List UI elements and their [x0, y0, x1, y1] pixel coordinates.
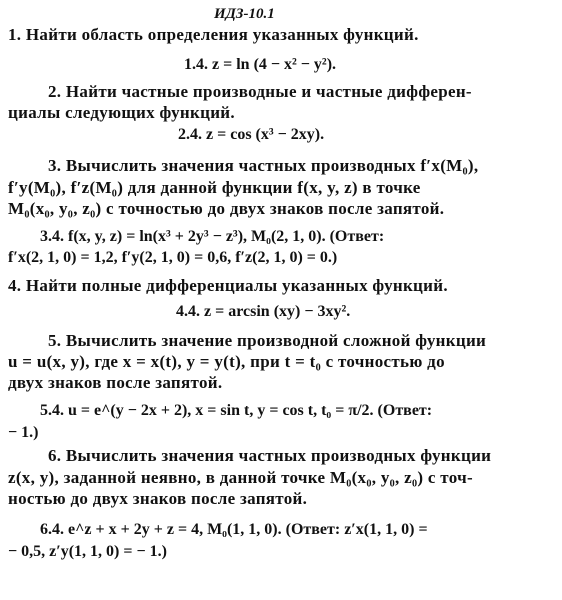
task-6-title-line3: ностью до двух знаков после запятой. — [8, 489, 308, 508]
task-3-title-line1: 3. Вычислить значения частных производных f′x(M₀), — [48, 156, 479, 175]
task-4-title: 4. Найти полные дифференциалы указанных функций. — [8, 276, 448, 295]
document-header: ИДЗ-10.1 — [214, 6, 275, 22]
task-6-title-line2: z(x, y), заданной неявно, в данной точке M₀(x₀, y₀, z₀) с точ- — [8, 468, 473, 487]
task-5-title-line2: u = u(x, y), где x = x(t), y = y(t), при t = t₀ с точностью до — [8, 352, 445, 371]
task-5-problem-line1: 5.4. u = e^(y − 2x + 2), x = sin t, y = cos t, t₀ = π/2. (Ответ: — [40, 402, 433, 419]
task-3-title-line2: f′y(M₀), f′z(M₀) для данной функции f(x, y, z) в точке — [8, 178, 421, 197]
task-1-title: 1. Найти область определения указанных функций. — [8, 25, 419, 44]
task-1-formula: 1.4. z = ln (4 − x² − y²). — [184, 56, 337, 73]
task-6-problem-line2: − 0,5, z′y(1, 1, 0) = − 1.) — [8, 543, 167, 560]
task-3-title-line3: M₀(x₀, y₀, z₀) с точностью до двух знаков после запятой. — [8, 199, 445, 218]
task-4-formula: 4.4. z = arcsin (xy) − 3xy². — [176, 303, 351, 320]
task-6-problem-line1: 6.4. e^z + x + 2y + z = 4, M₀(1, 1, 0). (Ответ: z′x(1, 1, 0) = — [40, 521, 428, 538]
task-6-title-line1: 6. Вычислить значения частных производных функции — [48, 446, 492, 465]
task-5-title-line3: двух знаков после запятой. — [8, 373, 223, 392]
task-5-problem-line2: − 1.) — [8, 424, 39, 441]
task-3-problem-line2: f′x(2, 1, 0) = 1,2, f′y(2, 1, 0) = 0,6, f′z(2, 1, 0) = 0.) — [8, 249, 338, 266]
task-2-title-line1: 2. Найти частные производные и частные дифферен- — [48, 82, 472, 101]
task-2-title-line2: циалы следующих функций. — [8, 103, 235, 122]
task-3-problem-line1: 3.4. f(x, y, z) = ln(x³ + 2y³ − z³), M₀(2, 1, 0). (Ответ: — [40, 228, 385, 245]
task-5-title-line1: 5. Вычислить значение производной сложной функции — [48, 331, 487, 350]
task-2-formula: 2.4. z = cos (x³ − 2xy). — [178, 126, 325, 143]
